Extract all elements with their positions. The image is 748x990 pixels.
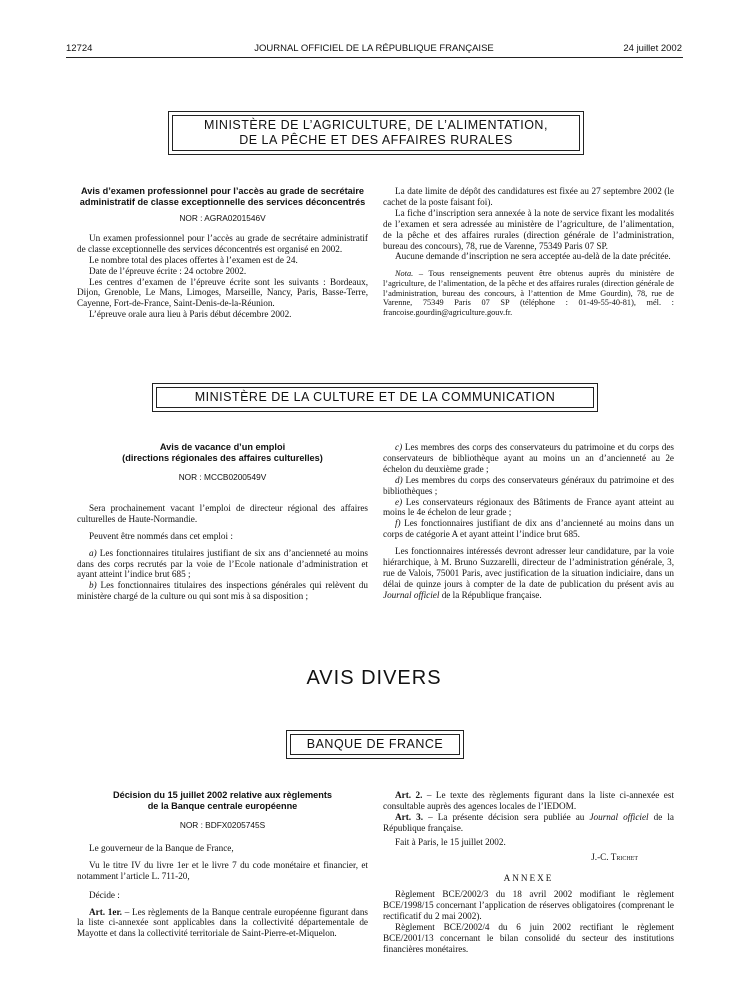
paragraph: Vu le titre IV du livre 1er et le livre 7 du code monétaire et financier, et notamment l’article L. 711-20,	[77, 859, 368, 881]
decision-title-line2: de la Banque centrale européenne	[147, 800, 298, 811]
list-item: e) Les conservateurs régionaux des Bâtiments de France ayant atteint au moins le 4e échelon de leur grade ;	[383, 496, 674, 518]
banque-de-france-label: BANQUE DE FRANCE	[306, 737, 444, 751]
annexe-heading: ANNEXE	[503, 873, 554, 884]
culture-right-column	[383, 442, 674, 601]
paragraph: La fiche d’inscription sera annexée à la note de service fixant les modalités de l’examen et sera adressée au ministère de l’agriculture, de l’alimentation, de la pêche et des affaires rurales (direction générale de l’administration, bureau des concours), 78, rue de Varenne, 75349 Paris 07 SP.	[383, 207, 674, 251]
decide-line: Décide :	[89, 889, 120, 900]
list-item: c) Les membres des corps des conservateurs du patrimoine et du corps des conservateurs de bibliothèque ayant au moins un an d’ancienneté au 2e échelon du deuxième grade ;	[383, 442, 674, 474]
agriculture-left-column	[77, 186, 368, 320]
banque-right-column	[383, 790, 674, 955]
paragraph: L’épreuve orale aura lieu à Paris début décembre 2002.	[89, 309, 292, 320]
list-item: f) Les fonctionnaires justifiant de dix ans d’ancienneté au moins dans un corps de catégorie A et ayant atteint l’indice brut 685.	[383, 518, 674, 540]
paragraph: Aucune demande d’inscription ne sera acceptée au-delà de la date précitée.	[395, 251, 671, 262]
ministry-agriculture-line2: DE LA PÊCHE ET DES AFFAIRES RURALES	[239, 133, 513, 147]
signature: J.-C. Trichet	[591, 851, 638, 862]
banque-de-france-box	[286, 730, 464, 759]
candidature-paragraph: Les fonctionnaires intéressés devront adresser leur candidature, par la voie hiérarchique, à M. Bruno Suzzarelli, directeur de l’administration générale, 3, rue de Valois, 75001 Paris, avec justification de la situation indiciaire, dans un délai de quinze jours à compter de la date de publication du présent avis au Journal officiel de la République française.	[383, 546, 674, 600]
article-2: Art. 2. – Le texte des règlements figurant dans la liste ci-annexée est consultable auprès des agences locales de l’IEDOM.	[383, 790, 674, 811]
annexe-item: Règlement BCE/2002/4 du 6 juin 2002 rectifiant le règlement BCE/2001/13 concernant le bilan consolidé du secteur des institutions financières monétaires.	[383, 922, 674, 954]
paragraph: Le gouverneur de la Banque de France,	[89, 842, 234, 853]
vacancy-title-line2: (directions régionales des affaires culturelles)	[122, 452, 323, 463]
ministry-culture-label: MINISTÈRE DE LA CULTURE ET DE LA COMMUNICATION	[194, 390, 556, 404]
article-3: Art. 3. – La présente décision sera publiée au Journal officiel de la République française.	[383, 811, 674, 833]
annexe-item: Règlement BCE/2002/3 du 18 avril 2002 modifiant le règlement BCE/1998/15 concernant l’application de réserves obligatoires (comprenant le rectificatif du 2 mai 2002).	[383, 889, 674, 922]
paragraph: Sera prochainement vacant l’emploi de directeur régional des affaires culturelles de Haute-Normandie.	[77, 502, 368, 524]
decision-nor: NOR : BDFX0205745S	[179, 820, 266, 830]
list-item: b) Les fonctionnaires titulaires des inspections générales qui relèvent du ministère chargé de la culture ou qui sont mis à sa disposition ;	[77, 580, 368, 602]
paragraph: Peuvent être nommés dans cet emploi :	[89, 530, 233, 541]
paragraph: Le nombre total des places offertes à l’examen est de 24.	[89, 254, 298, 265]
issue-date: 24 juillet 2002	[623, 43, 682, 54]
ministry-agriculture-line1: MINISTÈRE DE L’AGRICULTURE, DE L’ALIMENTATION,	[204, 118, 548, 132]
vacancy-nor: NOR : MCCB0200549V	[178, 472, 267, 482]
exam-notice-nor: NOR : AGRA0201546V	[179, 213, 266, 223]
header-rule	[66, 57, 683, 58]
paragraph: Les centres d’examen de l’épreuve écrite sont les suivants : Bordeaux, Dijon, Grenoble, Le Mans, Limoges, Marseille, Nancy, Paris, Basse-Terre, Cayenne, Fort-de-France, Saint-Denis-de-la-Réunion.	[77, 276, 368, 309]
ministry-culture-box	[152, 383, 598, 412]
nota-label: Nota.	[395, 269, 414, 279]
ministry-agriculture-box	[168, 111, 584, 155]
done-at-paris: Fait à Paris, le 15 juillet 2002.	[395, 836, 506, 847]
banque-left-column	[77, 790, 368, 939]
paragraph: Date de l’épreuve écrite : 24 octobre 2002.	[89, 265, 247, 276]
journal-title: JOURNAL OFFICIEL DE LA RÉPUBLIQUE FRANÇAISE	[254, 43, 494, 54]
paragraph: Un examen professionnel pour l’accès au grade de secrétaire administratif de classe exceptionnelle des services déconcentrés est organisé en 2002.	[77, 232, 368, 254]
list-item: a) Les fonctionnaires titulaires justifiant de six ans d’ancienneté au moins dans des corps recrutés par la voie de l’Ecole nationale d’administration et ayant atteint l’indice brut 685 ;	[77, 547, 368, 580]
avis-divers-heading: AVIS DIVERS	[306, 667, 442, 689]
agriculture-right-column	[383, 186, 674, 317]
paragraph: La date limite de dépôt des candidatures est fixée au 27 septembre 2002 (le cachet de la poste faisant foi).	[383, 186, 674, 207]
list-item: d) Les membres du corps des conservateurs généraux du patrimoine et des bibliothèques ;	[383, 474, 674, 496]
exam-notice-title: Avis d’examen professionnel pour l’accès au grade de secrétaire administratif de classe exceptionnelle des services déconcentrés	[79, 186, 366, 207]
vacancy-title-line1: Avis de vacance d’un emploi	[159, 442, 286, 452]
decision-title-line1: Décision du 15 juillet 2002 relative aux règlements	[112, 790, 333, 800]
nota-text: – Tous renseignements peuvent être obtenus auprès du ministère de l’agriculture, de l’alimentation, de la pêche et des affaires rurales (direction générale de l’administration, bureau des concours, à l’attention de Mme Gourdin), 78, rue de Varenne, 75349 Paris 07 SP (téléphone : 01-49-55-40-81), mél. : francoise.gourdin@agriculture.gouv.fr.	[383, 269, 674, 317]
page-number: 12724	[66, 43, 93, 54]
article-1: Art. 1er. – Les règlements de la Banque centrale européenne figurant dans la liste ci-annexée sont applicables dans la collectivité départementale de Mayotte et dans la collectivité territoriale de Saint-Pierre-et-Miquelon.	[77, 906, 368, 939]
culture-left-column	[77, 442, 368, 602]
nota-note	[383, 269, 674, 317]
